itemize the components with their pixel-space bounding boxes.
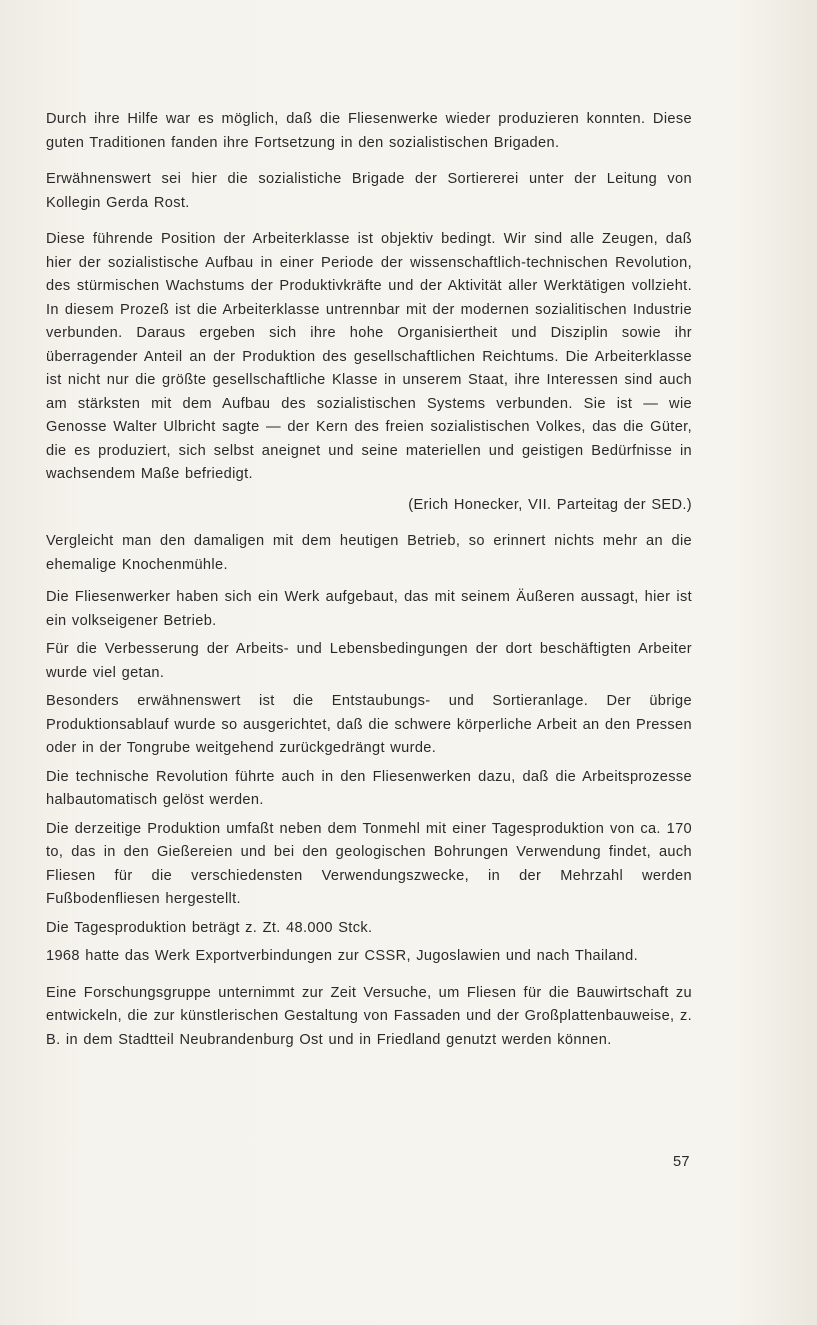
paragraph-11: 1968 hatte das Werk Exportverbindungen zur CSSR, Jugoslawien und nach Thailand. <box>46 948 639 964</box>
paragraph-1: Durch ihre Hilfe war es möglich, daß die Fliesenwerke wieder produzieren konnten. Diese guten Traditionen fanden ihre Fortsetzung in den sozialistischen Brigaden. <box>46 111 692 151</box>
paragraph-6: Für die Verbesserung der Arbeits- und Lebensbedingungen der dort beschäftigten Arbeiter wurde viel getan. <box>46 641 692 681</box>
paragraph-4: Vergleicht man den damaligen mit dem heutigen Betrieb, so erinnert nichts mehr an die ehemalige Knochenmühle. <box>46 533 692 573</box>
quote-paragraph: Diese führende Position der Arbeiterklasse ist objektiv bedingt. Wir sind alle Zeugen, daß hier der sozialistische Aufbau in einer Periode der wissenschaftlich-technischen Revolution, des stürmischen Wachstums der Produktivkräfte und der Aktivität aller Werktätigen vollzieht. In diesem Prozeß ist die Arbeiterklasse untrennbar mit der modernen sozialitischen Industrie verbunden. Daraus ergeben sich ihre hohe Organisiertheit und Disziplin sowie ihr überragender Anteil an der Produktion des gesellschaftlichen Reichtums. Die Arbeiterklasse ist nicht nur die größte gesellschaftliche Klasse in unserem Staat, ihre Interessen sind auch am stärksten mit dem Aufbau des sozialistischen Systems verbunden. Sie ist — wie Genosse Walter Ulbricht sagte — der Kern des freien sozialistischen Volkes, das die Güter, die es produziert, sich selbst aneignet und seine materiellen und geistigen Bedürfnisse in wachsendem Maße befriedigt. <box>46 231 692 482</box>
paragraph-8: Die technische Revolution führte auch in den Fliesenwerken dazu, daß die Arbeitsprozesse halbautomatisch gelöst werden. <box>46 768 692 808</box>
paragraph-9: Die derzeitige Produktion umfaßt neben dem Tonmehl mit einer Tagesproduktion von ca. 170 to, das in den Gießereien und bei den geologischen Bohrungen Verwendung findet, auch Fliesen für die verschiedensten Verwendungszwecke, in der Mehrzahl werden Fußbodenfliesen hergestellt. <box>46 820 692 907</box>
paragraph-7: Besonders erwähnenswert ist die Entstaubungs- und Sortieranlage. Der übrige Produktionsablauf wurde so ausgerichtet, daß die schwere körperliche Arbeit an den Pressen oder in der Tongrube weitgehend zurückgedrängt wurde. <box>46 693 692 756</box>
quote-citation: (Erich Honecker, VII. Parteitag der SED.) <box>408 496 692 513</box>
paragraph-5: Die Fliesenwerker haben sich ein Werk aufgebaut, das mit seinem Äußeren aussagt, hier ist ein volkseigener Betrieb. <box>46 589 692 629</box>
paragraph-10: Die Tagesproduktion beträgt z. Zt. 48.000 Stck. <box>46 919 373 936</box>
paragraph-2: Erwähnenswert sei hier die sozialistiche Brigade der Sortiererei unter der Leitung von Kollegin Gerda Rost. <box>46 171 692 211</box>
page-body <box>46 108 692 1061</box>
page-number: 57 <box>673 1154 690 1170</box>
paragraph-12: Eine Forschungsgruppe unternimmt zur Zeit Versuche, um Fliesen für die Bauwirtschaft zu entwickeln, die zur künstlerischen Gestaltung von Fassaden und der Großplattenbauweise, z. B. in dem Stadtteil Neubrandenburg Ost und in Friedland genutzt werden können. <box>46 984 692 1048</box>
